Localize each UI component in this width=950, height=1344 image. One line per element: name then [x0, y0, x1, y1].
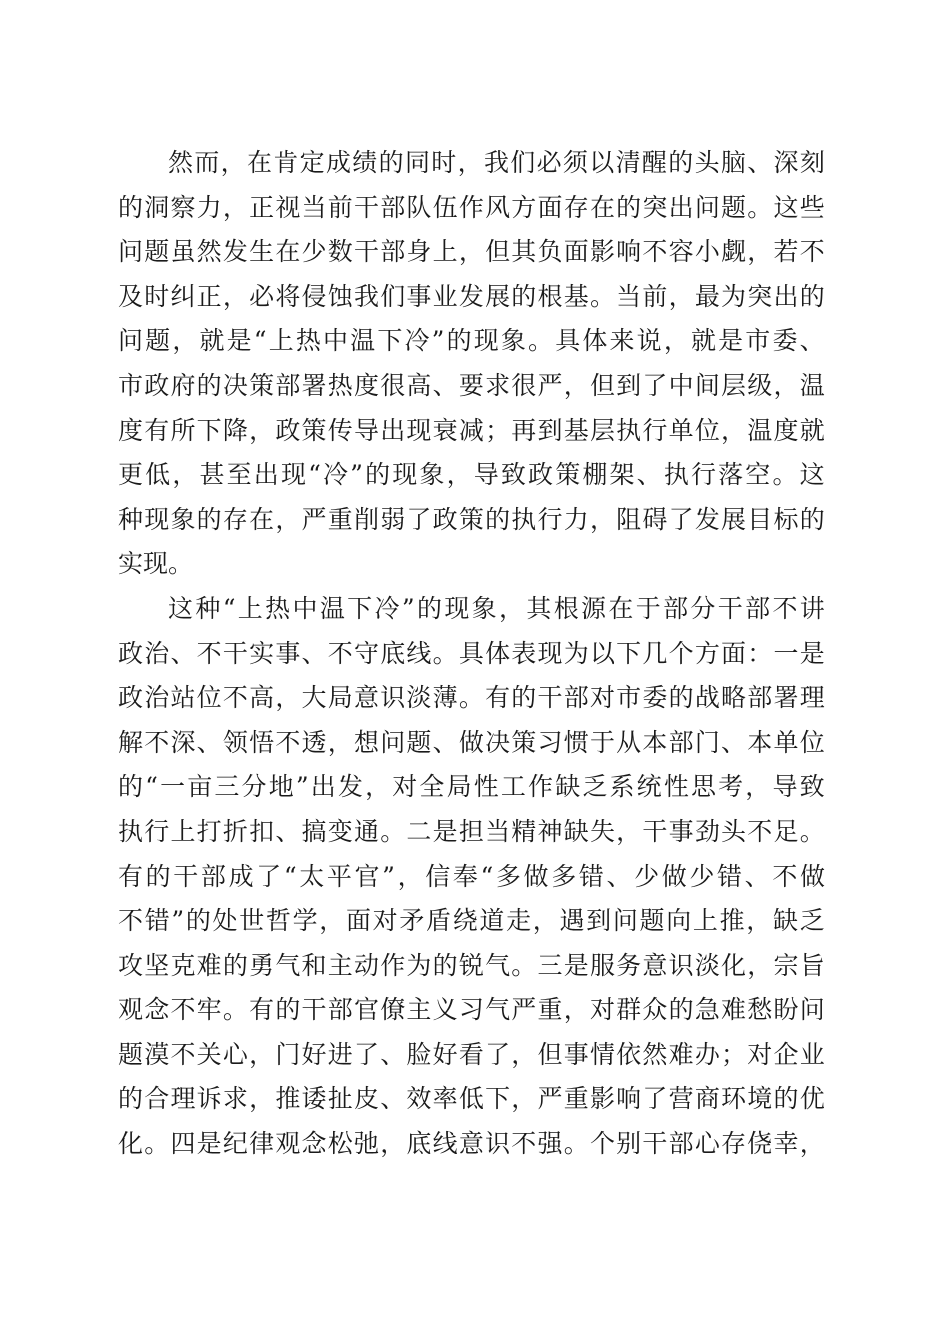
- text-line: 实 现 。: [118, 549, 194, 579]
- text-line: 解 不 深 、 领 悟 不 透 ， 想 问 题 、 做 决 策 习 惯 于 从 本 部 门 、 本 单 位: [118, 727, 825, 757]
- text-line: 化 。 四 是 纪 律 观 念 松 弛 ， 底 线 意 识 不 强 。 个 别 干 部 心 存 侥 幸 ，: [118, 1129, 825, 1159]
- text-line: 及 时 纠 正 ， 必 将 侵 蚀 我 们 事 业 发 展 的 根 基 。 当 前 ， 最 为 突 出 的: [118, 281, 825, 311]
- text-line: 不 错 ” 的 处 世 哲 学 ， 面 对 矛 盾 绕 道 走 ， 遇 到 问 题 向 上 推 ， 缺 乏: [118, 906, 825, 936]
- text-line: 这 种 “ 上 热 中 温 下 冷 ” 的 现 象 ， 其 根 源 在 于 部 分 干 部 不 讲: [168, 593, 825, 623]
- text-line: 的 洞 察 力 ， 正 视 当 前 干 部 队 伍 作 风 方 面 存 在 的 突 出 问 题 。 这 些: [118, 192, 825, 222]
- paragraph-1: [118, 141, 825, 587]
- text-line: 然 而 ， 在 肯 定 成 绩 的 同 时 ， 我 们 必 须 以 清 醒 的 头 脑 、 深 刻: [168, 148, 825, 177]
- paragraph-2: [118, 587, 825, 1167]
- text-line: 攻 坚 克 难 的 勇 气 和 主 动 作 为 的 锐 气 。 三 是 服 务 意 识 淡 化 ， 宗 旨: [118, 950, 825, 980]
- text-line: 问 题 ， 就 是 “ 上 热 中 温 下 冷 ” 的 现 象 。 具 体 来 说 ， 就 是 市 委 、: [118, 326, 825, 356]
- text-line: 的 合 理 诉 求 ， 推 诿 扯 皮 、 效 率 低 下 ， 严 重 影 响 了 营 商 环 境 的 优: [118, 1084, 825, 1114]
- text-line: 政 治 、 不 干 实 事 、 不 守 底 线 。 具 体 表 现 为 以 下 几 个 方 面 ： 一 是: [118, 638, 825, 668]
- text-line: 题 漠 不 关 心 ， 门 好 进 了 、 脸 好 看 了 ， 但 事 情 依 然 难 办 ； 对 企 业: [118, 1039, 825, 1069]
- text-line: 市 政 府 的 决 策 部 署 热 度 很 高 、 要 求 很 严 ， 但 到 了 中 间 层 级 ， 温: [118, 370, 825, 400]
- text-line: 观 念 不 牢 。 有 的 干 部 官 僚 主 义 习 气 严 重 ， 对 群 众 的 急 难 愁 盼 问: [118, 995, 825, 1025]
- text-line: 执 行 上 打 折 扣 、 搞 变 通 。 二 是 担 当 精 神 缺 失 ， 干 事 劲 头 不 足 。: [118, 816, 825, 846]
- text-line: 的 “ 一 亩 三 分 地 ” 出 发 ， 对 全 局 性 工 作 缺 乏 系 统 性 思 考 ， 导 致: [118, 772, 825, 802]
- document-body: [118, 141, 825, 1167]
- text-line: 有 的 干 部 成 了 “ 太 平 官 ” ， 信 奉 “ 多 做 多 错 、 少 做 少 错 、 不 做: [118, 861, 825, 891]
- text-line: 种 现 象 的 存 在 ， 严 重 削 弱 了 政 策 的 执 行 力 ， 阻 碍 了 发 展 目 标 的: [118, 504, 825, 534]
- text-line: 度 有 所 下 降 ， 政 策 传 导 出 现 衰 减 ； 再 到 基 层 执 行 单 位 ， 温 度 就: [118, 415, 825, 445]
- text-line: 问 题 虽 然 发 生 在 少 数 干 部 身 上 ， 但 其 负 面 影 响 不 容 小 觑 ， 若 不: [118, 237, 825, 267]
- text-line: 更 低 ， 甚 至 出 现 “ 冷 ” 的 现 象 ， 导 致 政 策 棚 架 、 执 行 落 空 。 这: [118, 460, 825, 490]
- text-line: 政 治 站 位 不 高 ， 大 局 意 识 淡 薄 。 有 的 干 部 对 市 委 的 战 略 部 署 理: [118, 683, 825, 713]
